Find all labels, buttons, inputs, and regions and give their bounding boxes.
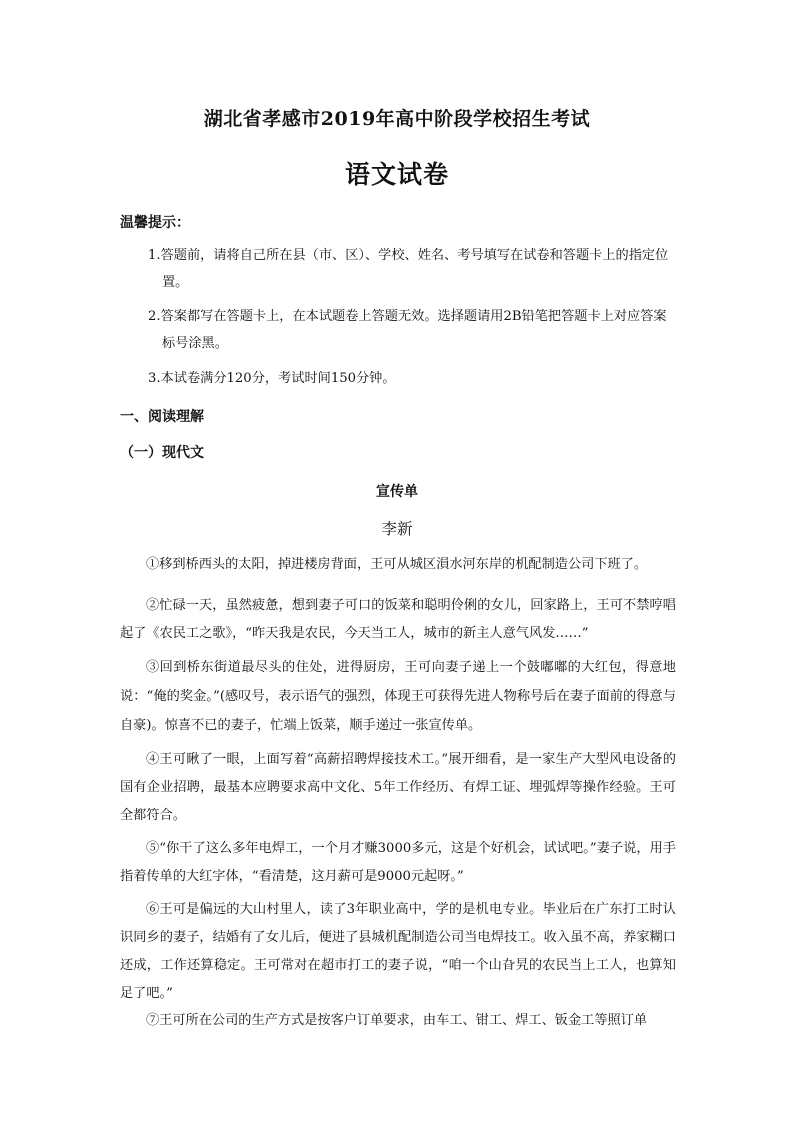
paragraph-4: ④王可瞅了一眼，上面写着“高薪招聘焊接技术工。”展开细看，是一家生产大型风电设备的国有企业招聘，最基本应聘要求高中文化、5年工作经历、有焊工证、埋弧焊等操作经验。王可全都符合。 <box>120 752 676 823</box>
paragraph-7: ⑦王可所在公司的生产方式是按客户订单要求，由车工、钳工、焊工、钣金工等照订单 <box>146 1013 648 1028</box>
paragraph-2: ②忙碌一天，虽然疲惫，想到妻子可口的饭菜和聪明伶俐的女儿，回家路上，王可不禁哼唱起了《农民工之歌》，“昨天我是农民，今天当工人，城市的新主人意气风发……” <box>120 598 676 641</box>
tip-item-3 <box>148 365 678 392</box>
paragraph-6: ⑥王可是偏远的大山村里人，读了3年职业高中，学的是机电专业。毕业后在广东打工时认识同乡的妻子，结婚有了女儿后，便进了县城机配制造公司当电焊技工。收入虽不高，养家糊口还成，工作还算稳定。王可常对在超市打工的妻子说，“咱一个山旮旯的农民当上工人，也算知足了吧。” <box>120 902 676 1001</box>
section-heading: 一、阅读理解 <box>120 409 204 425</box>
tips-heading: 温馨提示： <box>120 215 190 231</box>
paragraph-5: ⑤“你干了这么多年电焊工，一个月才赚3000多元，这是个好机会，试试吧。”妻子说，用手指着传单的大红字体，“看清楚，这月薪可是9000元起呀。” <box>120 841 676 884</box>
exam-title: 湖北省孝感市2019年高中阶段学校招生考试 <box>203 108 591 130</box>
tip-item-1 <box>148 242 678 296</box>
article-author: 李新 <box>381 520 413 538</box>
tip-text: 2.答案都写在答题卡上，在本试题卷上答题无效。选择题请用2B铅笔把答题卡上对应答案标号涂黑。 <box>148 309 667 351</box>
subsection-heading: （一）现代文 <box>120 445 204 461</box>
tip-text: 3.本试卷满分120分，考试时间150分钟。 <box>148 371 396 386</box>
article-title: 宣传单 <box>376 484 418 500</box>
paper-title: 语文试卷 <box>344 160 449 189</box>
tip-item-2 <box>148 303 678 357</box>
tip-text: 1.答题前，请将自己所在县（市、区）、学校、姓名、考号填写在试卷和答题卡上的指定位置。 <box>148 248 669 290</box>
paragraph-3: ③回到桥东街道最尽头的住处，进得厨房，王可向妻子递上一个鼓嘟嘟的大红包，得意地说：“俺的奖金。”(感叹号，表示语气的强烈，体现王可获得先进人物称号后在妻子面前的得意与自豪)。惊喜不已的妻子，忙端上饭菜，顺手递过一张宣传单。 <box>120 660 676 733</box>
paragraph-1: ①移到桥西头的太阳，掉进楼房背面，王可从城区溳水河东岸的机配制造公司下班了。 <box>146 557 648 572</box>
